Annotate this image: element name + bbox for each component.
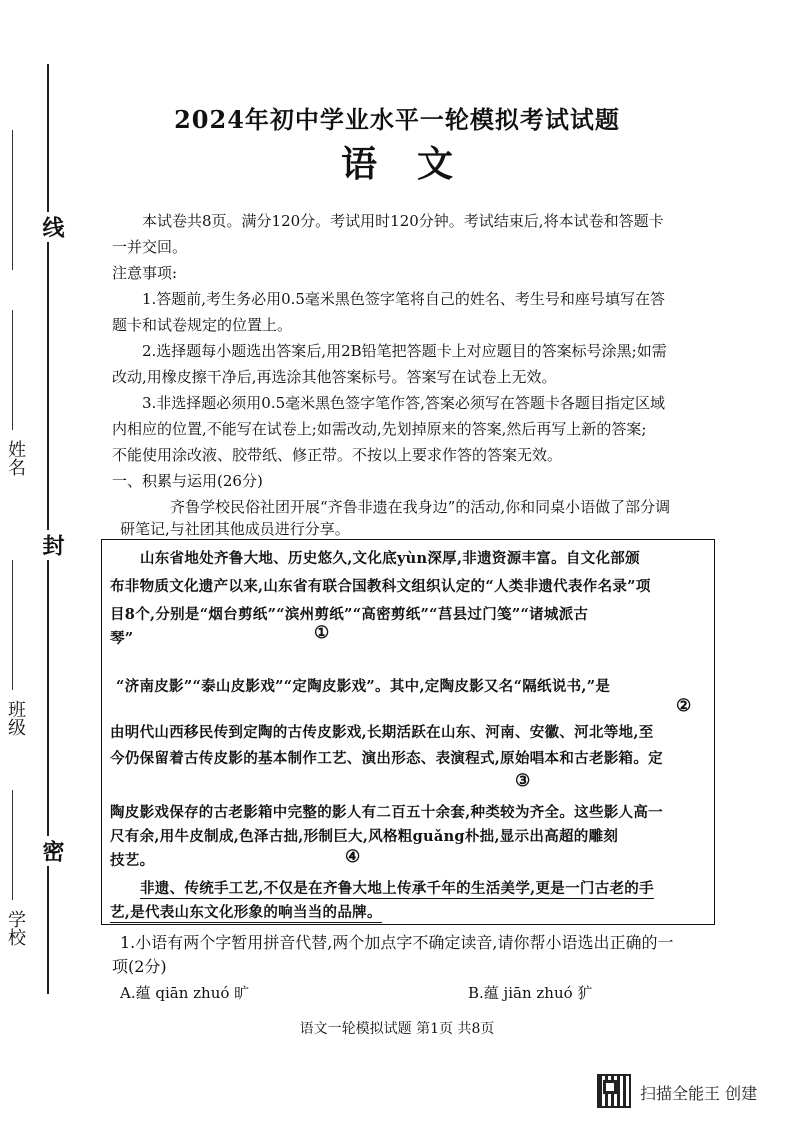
passage-line-7: 今仍保留着古传皮影的基本制作工艺、演出形态、表演程式,原始唱本和古老影箱。定 [110, 750, 663, 767]
qr-code-icon [597, 1074, 631, 1108]
passage-line-8: 陶皮影戏保存的古老影箱中完整的影人有二百五十余套,种类较为齐全。这些影人高一 [110, 804, 663, 821]
passage-line-9: 尺有余,用牛皮制成,色泽古拙,形制巨大,风格粗guǎng朴拙,显示出高超的雕刻 [110, 828, 619, 845]
passage-line-10: 技艺。 [110, 852, 155, 869]
notice-1a: 1.答题前,考生务必用0.5毫米黑色签字笔将自己的姓名、考生号和座号填写在答 [142, 290, 665, 308]
intro-line-2: 一并交回。 [112, 238, 188, 256]
notice-1b: 题卡和试卷规定的位置上。 [112, 316, 293, 334]
notice-3b: 内相应的位置,不能写在试卷上;如需改动,先划掉原来的答案,然后再写上新的答案; [112, 420, 647, 438]
field-underline-2 [12, 310, 13, 430]
margin-char-mi: 密 [37, 836, 68, 866]
question-1-option-b[interactable]: B.蕴 jiān zhuó 犷 [468, 984, 593, 1002]
subject-title: 语文 [340, 143, 493, 185]
notice-title: 注意事项: [112, 264, 178, 282]
notice-2a: 2.选择题每小题选出答案后,用2B铅笔把答题卡上对应题目的答案标号涂黑;如需 [142, 342, 667, 360]
question-1-line-a: 1.小语有两个字暂用拼音代替,两个加点字不确定读音,请你帮小语选出正确的一 [120, 933, 674, 952]
blank-marker-2: ② [676, 696, 692, 716]
section-1-lead-a: 齐鲁学校民俗社团开展“齐鲁非遗在我身边”的活动,你和同桌小语做了部分调 [170, 498, 671, 516]
question-1-option-a[interactable]: A.蕴 qiān zhuó 旷 [120, 984, 250, 1002]
notice-2b: 改动,用橡皮擦干净后,再选涂其他答案标号。答案写在试卷上无效。 [112, 368, 557, 386]
question-1-line-b: 项(2分) [112, 957, 167, 976]
blank-marker-1: ① [314, 623, 330, 643]
scanner-watermark: 扫描全能王 创建 [640, 1084, 758, 1103]
passage-line-1: 山东省地处齐鲁大地、历史悠久,文化底yùn深厚,非遗资源丰富。自文化部颁 [140, 550, 640, 567]
margin-field-school: 学校 [5, 910, 26, 946]
passage-line-4: 琴” [110, 630, 134, 647]
intro-line-1: 本试卷共8页。满分120分。考试用时120分钟。考试结束后,将本试卷和答题卡 [142, 212, 664, 230]
passage-line-12: 艺,是代表山东文化形象的响当当的品牌。 [110, 901, 382, 923]
margin-field-class: 班级 [5, 700, 26, 736]
margin-field-name: 姓名 [5, 440, 26, 476]
notice-3c: 不能使用涂改液、胶带纸、修正带。不按以上要求作答的答案无效。 [112, 446, 563, 464]
margin-char-xian: 线 [37, 212, 68, 242]
passage-line-11: 非遗、传统手工艺,不仅是在齐鲁大地上传承千年的生活美学,更是一门古老的手 [140, 877, 654, 899]
passage-line-6: 由明代山西移民传到定陶的古传皮影戏,长期活跃在山东、河南、安徽、河北等地,至 [110, 724, 654, 741]
notice-3a: 3.非选择题必须用0.5毫米黑色签字笔作答,答案必须写在答题卡各题目指定区域 [142, 394, 665, 412]
exam-title: 2024年初中学业水平一轮模拟考试试题 [174, 105, 620, 134]
passage-line-2: 布非物质文化遗产以来,山东省有联合国教科文组织认定的“人类非遗代表作名录”项 [110, 578, 651, 595]
section-1-lead-b: 研笔记,与社团其他成员进行分享。 [120, 520, 350, 538]
margin-char-feng: 封 [37, 530, 68, 560]
school-field-underline [12, 790, 13, 900]
blank-marker-3: ③ [515, 771, 531, 791]
passage-line-3: 目8个,分别是“烟台剪纸”“滨州剪纸”“高密剪纸”“莒县过门笺”“诸城派古 [110, 606, 589, 623]
page-footer: 语文一轮模拟试题 第1页 共8页 [299, 1021, 495, 1037]
section-1-heading: 一、积累与运用(26分) [112, 472, 263, 490]
class-field-underline [12, 560, 13, 690]
blank-marker-4: ④ [345, 847, 361, 867]
passage-line-5: “济南皮影”“泰山皮影戏”“定陶皮影戏”。其中,定陶皮影又名“隔纸说书,”是 [116, 678, 611, 695]
